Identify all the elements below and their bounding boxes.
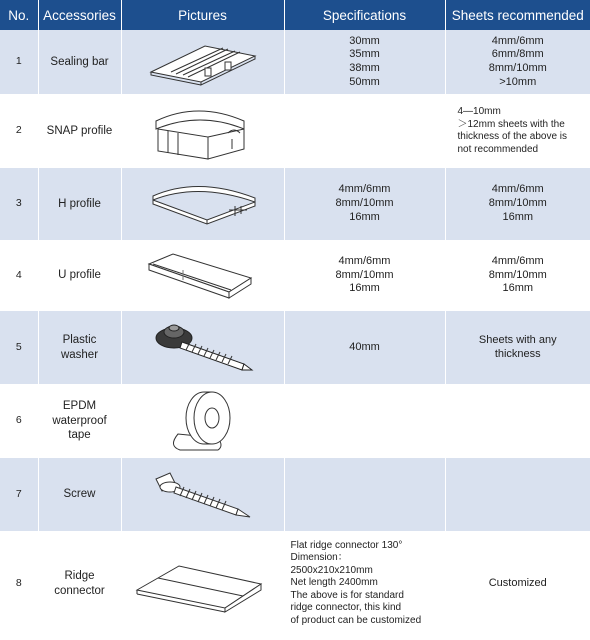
table-row: [0, 311, 590, 384]
header-pictures: Pictures: [121, 0, 284, 30]
row-number: 3: [0, 168, 38, 240]
sheets-recommended-cell: 4mm/6mm 8mm/10mm 16mm: [445, 168, 590, 240]
header-accessories: Accessories: [38, 0, 121, 30]
specification-cell: Flat ridge connector 130° Dimension： 2500x210x210mm Net length 2400mm The above is for standard ridge connector, this kind of product can be customized: [284, 531, 445, 636]
row-number: 1: [0, 30, 38, 94]
table-row: [0, 168, 590, 240]
accessory-name: U profile: [38, 240, 121, 311]
sealing-bar-image: [143, 38, 263, 86]
table-row: [0, 240, 590, 311]
sheets-recommended-cell: 4—10mm ＞12mm sheets with the thickness of the above is not recommended: [445, 94, 590, 168]
ridge-connector-image: [133, 554, 273, 614]
table-header-row: [0, 0, 590, 30]
table-row: [0, 384, 590, 458]
table-row: [0, 458, 590, 531]
row-number: 4: [0, 240, 38, 311]
epdm-tape-image: [158, 388, 248, 454]
sheets-recommended-cell: Customized: [445, 531, 590, 636]
picture-cell: [121, 531, 284, 636]
accessory-name: Plastic washer: [38, 311, 121, 384]
table-row: [0, 531, 590, 636]
picture-cell: [121, 384, 284, 458]
h-profile-image: [143, 176, 263, 232]
plastic-washer-image: [148, 316, 258, 380]
table-row: [0, 94, 590, 168]
sheets-recommended-cell: 4mm/6mm 8mm/10mm 16mm: [445, 240, 590, 311]
table-row: [0, 30, 590, 94]
specification-cell: [284, 458, 445, 531]
header-specifications: Specifications: [284, 0, 445, 30]
accessory-name: Screw: [38, 458, 121, 531]
accessory-name: EPDM waterproof tape: [38, 384, 121, 458]
sheets-recommended-cell: [445, 384, 590, 458]
accessory-name: SNAP profile: [38, 94, 121, 168]
screw-image: [148, 465, 258, 525]
specification-cell: [284, 94, 445, 168]
sheets-recommended-cell: Sheets with any thickness: [445, 311, 590, 384]
accessory-name: Ridge connector: [38, 531, 121, 636]
header-sheets-recommended: Sheets recommended: [445, 0, 590, 30]
picture-cell: [121, 168, 284, 240]
picture-cell: [121, 30, 284, 94]
row-number: 6: [0, 384, 38, 458]
picture-cell: [121, 311, 284, 384]
picture-cell: [121, 458, 284, 531]
accessory-name: Sealing bar: [38, 30, 121, 94]
row-number: 7: [0, 458, 38, 531]
accessory-name: H profile: [38, 168, 121, 240]
specification-cell: 4mm/6mm 8mm/10mm 16mm: [284, 240, 445, 311]
specification-cell: 30mm 35mm 38mm 50mm: [284, 30, 445, 94]
sheets-recommended-cell: 4mm/6mm 6mm/8mm 8mm/10mm >10mm: [445, 30, 590, 94]
picture-cell: [121, 94, 284, 168]
header-no: No.: [0, 0, 38, 30]
picture-cell: [121, 240, 284, 311]
row-number: 8: [0, 531, 38, 636]
u-profile-image: [143, 248, 263, 304]
sheets-recommended-cell: [445, 458, 590, 531]
row-number: 5: [0, 311, 38, 384]
specification-cell: 40mm: [284, 311, 445, 384]
specification-cell: [284, 384, 445, 458]
snap-profile-image: [148, 99, 258, 163]
row-number: 2: [0, 94, 38, 168]
specification-cell: 4mm/6mm 8mm/10mm 16mm: [284, 168, 445, 240]
